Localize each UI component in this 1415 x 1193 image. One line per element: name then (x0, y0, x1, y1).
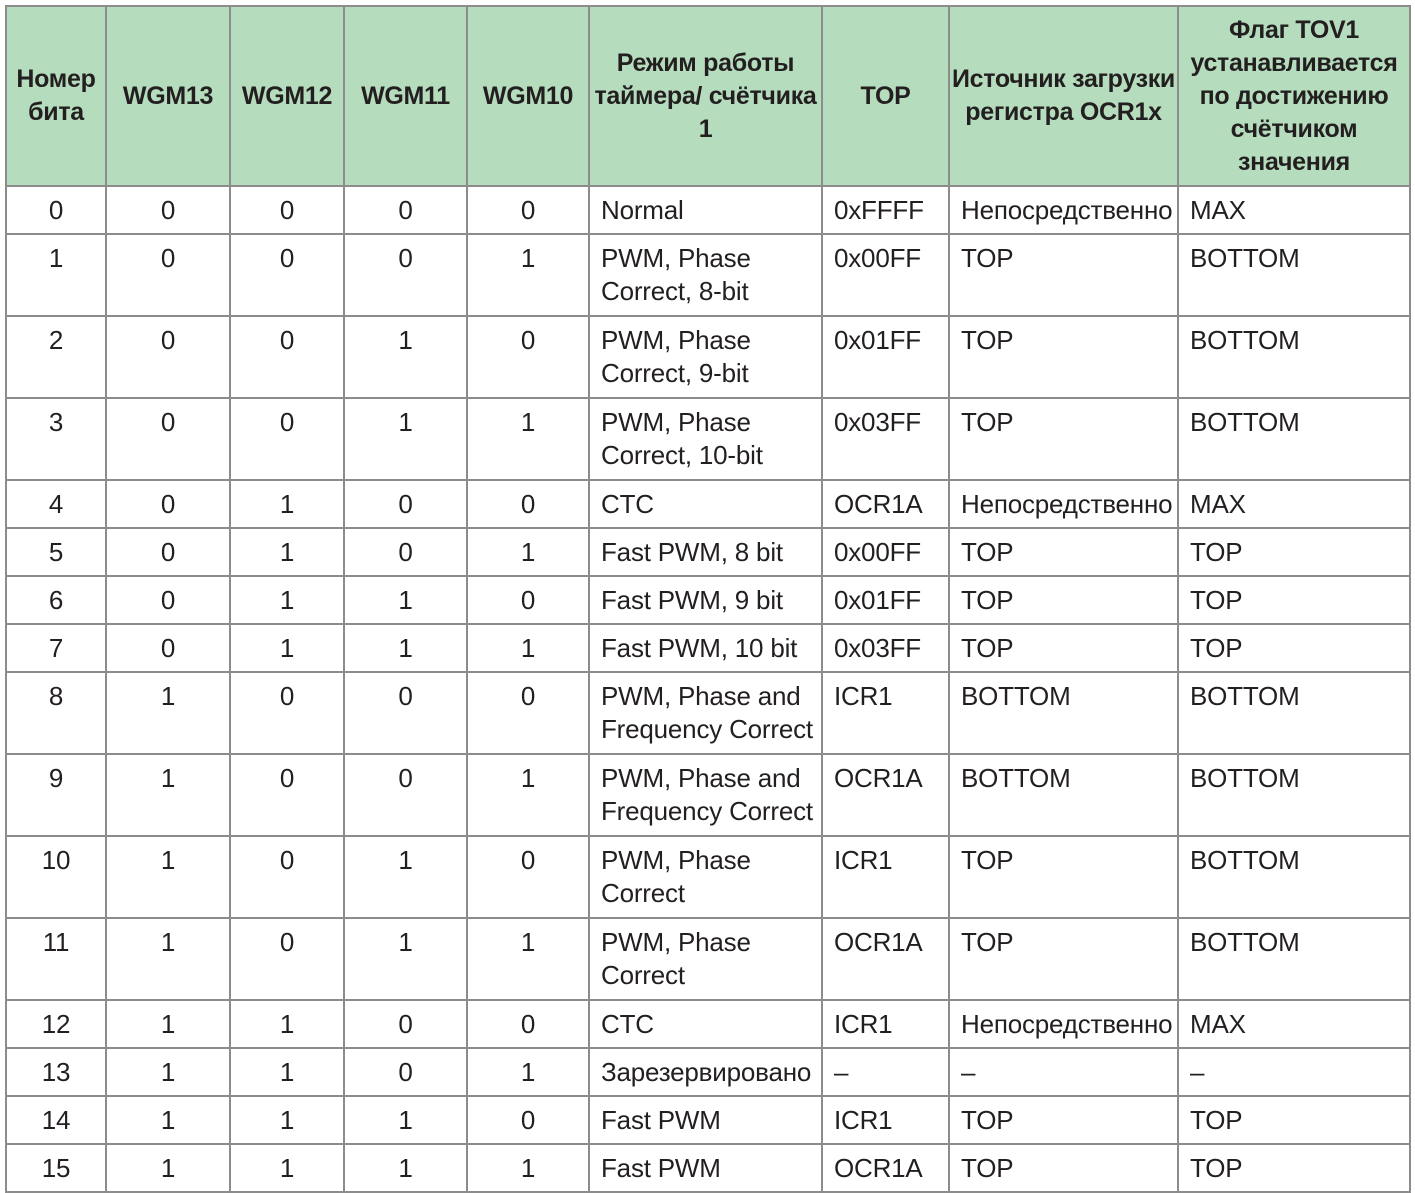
cell-bit-number: 2 (6, 316, 106, 398)
cell-ocr-source: Непосредственно (949, 480, 1178, 528)
header-bit-number: Номер бита (6, 6, 106, 186)
cell-tov1-flag: TOP (1178, 1144, 1410, 1192)
cell-tov1-flag: MAX (1178, 186, 1410, 234)
table-row (6, 754, 1410, 836)
header-top: TOP (822, 6, 949, 186)
cell-top: OCR1A (822, 754, 949, 836)
cell-ocr-source: TOP (949, 624, 1178, 672)
cell-wgm11: 1 (344, 576, 467, 624)
cell-bit-number: 7 (6, 624, 106, 672)
table-header (6, 6, 1410, 186)
cell-wgm12: 1 (230, 480, 344, 528)
cell-wgm11: 0 (344, 672, 467, 754)
cell-ocr-source: Непосредственно (949, 1000, 1178, 1048)
table-row (6, 1000, 1410, 1048)
cell-wgm12: 1 (230, 528, 344, 576)
cell-wgm13: 0 (106, 576, 230, 624)
cell-bit-number: 6 (6, 576, 106, 624)
cell-wgm10: 1 (467, 918, 589, 1000)
cell-tov1-flag: BOTTOM (1178, 918, 1410, 1000)
cell-wgm13: 0 (106, 186, 230, 234)
table-body (6, 186, 1410, 1192)
header-row (6, 6, 1410, 186)
cell-wgm11: 1 (344, 1144, 467, 1192)
table-row (6, 576, 1410, 624)
cell-top: 0x01FF (822, 316, 949, 398)
cell-wgm12: 1 (230, 1048, 344, 1096)
cell-top: OCR1A (822, 1144, 949, 1192)
cell-ocr-source: TOP (949, 316, 1178, 398)
cell-mode: CTC (589, 480, 822, 528)
cell-ocr-source: TOP (949, 234, 1178, 316)
cell-tov1-flag: BOTTOM (1178, 836, 1410, 918)
cell-wgm13: 1 (106, 918, 230, 1000)
cell-ocr-source: – (949, 1048, 1178, 1096)
cell-tov1-flag: BOTTOM (1178, 398, 1410, 480)
cell-wgm11: 0 (344, 234, 467, 316)
cell-wgm13: 1 (106, 1096, 230, 1144)
cell-bit-number: 5 (6, 528, 106, 576)
cell-wgm12: 0 (230, 918, 344, 1000)
table-row (6, 528, 1410, 576)
cell-top: ICR1 (822, 672, 949, 754)
cell-top: 0x01FF (822, 576, 949, 624)
cell-top: OCR1A (822, 480, 949, 528)
cell-mode: PWM, Phase and Frequency Correct (589, 672, 822, 754)
cell-wgm10: 1 (467, 234, 589, 316)
cell-tov1-flag: BOTTOM (1178, 754, 1410, 836)
cell-wgm12: 0 (230, 398, 344, 480)
cell-wgm12: 1 (230, 1000, 344, 1048)
cell-bit-number: 9 (6, 754, 106, 836)
cell-mode: Fast PWM (589, 1144, 822, 1192)
cell-bit-number: 1 (6, 234, 106, 316)
cell-wgm10: 0 (467, 576, 589, 624)
cell-mode: PWM, Phase and Frequency Correct (589, 754, 822, 836)
cell-bit-number: 4 (6, 480, 106, 528)
header-mode: Режим работы таймера/ счётчика 1 (589, 6, 822, 186)
cell-top: 0x00FF (822, 528, 949, 576)
cell-wgm11: 0 (344, 754, 467, 836)
cell-wgm12: 0 (230, 754, 344, 836)
cell-wgm10: 1 (467, 528, 589, 576)
cell-wgm10: 0 (467, 186, 589, 234)
cell-wgm10: 1 (467, 624, 589, 672)
cell-wgm13: 1 (106, 1000, 230, 1048)
cell-tov1-flag: BOTTOM (1178, 316, 1410, 398)
cell-bit-number: 12 (6, 1000, 106, 1048)
header-wgm11: WGM11 (344, 6, 467, 186)
cell-wgm10: 1 (467, 1144, 589, 1192)
cell-mode: CTC (589, 1000, 822, 1048)
cell-wgm11: 1 (344, 398, 467, 480)
cell-mode: Fast PWM, 8 bit (589, 528, 822, 576)
cell-top: – (822, 1048, 949, 1096)
cell-top: ICR1 (822, 1000, 949, 1048)
cell-wgm12: 1 (230, 624, 344, 672)
table-row (6, 1144, 1410, 1192)
cell-mode: PWM, Phase Correct, 8-bit (589, 234, 822, 316)
table-row (6, 672, 1410, 754)
cell-ocr-source: TOP (949, 918, 1178, 1000)
table-row (6, 1096, 1410, 1144)
cell-wgm13: 0 (106, 528, 230, 576)
cell-top: ICR1 (822, 1096, 949, 1144)
cell-top: 0xFFFF (822, 186, 949, 234)
cell-bit-number: 13 (6, 1048, 106, 1096)
cell-wgm11: 0 (344, 1000, 467, 1048)
cell-mode: PWM, Phase Correct (589, 836, 822, 918)
cell-ocr-source: Непосредственно (949, 186, 1178, 234)
cell-wgm12: 1 (230, 1144, 344, 1192)
cell-ocr-source: TOP (949, 836, 1178, 918)
cell-wgm12: 0 (230, 316, 344, 398)
cell-bit-number: 15 (6, 1144, 106, 1192)
cell-top: 0x03FF (822, 624, 949, 672)
cell-wgm12: 1 (230, 1096, 344, 1144)
header-wgm13: WGM13 (106, 6, 230, 186)
cell-mode: PWM, Phase Correct (589, 918, 822, 1000)
cell-top: 0x03FF (822, 398, 949, 480)
timer-mode-table (5, 5, 1411, 1193)
cell-ocr-source: TOP (949, 1144, 1178, 1192)
table-row (6, 918, 1410, 1000)
cell-top: ICR1 (822, 836, 949, 918)
cell-mode: Normal (589, 186, 822, 234)
cell-wgm10: 1 (467, 398, 589, 480)
cell-wgm11: 1 (344, 918, 467, 1000)
cell-top: 0x00FF (822, 234, 949, 316)
header-tov1-flag: Флаг TOV1 устанавливается по достижению счётчиком значения (1178, 6, 1410, 186)
cell-wgm13: 0 (106, 234, 230, 316)
cell-wgm13: 1 (106, 1048, 230, 1096)
cell-ocr-source: BOTTOM (949, 754, 1178, 836)
cell-wgm13: 0 (106, 316, 230, 398)
cell-wgm12: 0 (230, 186, 344, 234)
cell-mode: Fast PWM (589, 1096, 822, 1144)
cell-mode: Fast PWM, 9 bit (589, 576, 822, 624)
table-row (6, 1048, 1410, 1096)
cell-wgm10: 0 (467, 1000, 589, 1048)
cell-bit-number: 10 (6, 836, 106, 918)
cell-tov1-flag: BOTTOM (1178, 672, 1410, 754)
cell-bit-number: 11 (6, 918, 106, 1000)
cell-bit-number: 3 (6, 398, 106, 480)
cell-ocr-source: TOP (949, 398, 1178, 480)
cell-ocr-source: TOP (949, 528, 1178, 576)
cell-wgm13: 1 (106, 672, 230, 754)
cell-tov1-flag: TOP (1178, 576, 1410, 624)
cell-wgm11: 1 (344, 316, 467, 398)
cell-mode: PWM, Phase Correct, 10-bit (589, 398, 822, 480)
cell-wgm11: 0 (344, 528, 467, 576)
cell-wgm13: 1 (106, 1144, 230, 1192)
cell-bit-number: 14 (6, 1096, 106, 1144)
cell-tov1-flag: MAX (1178, 1000, 1410, 1048)
cell-wgm11: 0 (344, 186, 467, 234)
cell-tov1-flag: TOP (1178, 1096, 1410, 1144)
cell-wgm12: 0 (230, 234, 344, 316)
cell-wgm12: 1 (230, 576, 344, 624)
cell-wgm10: 0 (467, 836, 589, 918)
cell-ocr-source: TOP (949, 576, 1178, 624)
cell-tov1-flag: – (1178, 1048, 1410, 1096)
header-wgm10: WGM10 (467, 6, 589, 186)
cell-wgm12: 0 (230, 836, 344, 918)
cell-wgm11: 1 (344, 624, 467, 672)
header-wgm12: WGM12 (230, 6, 344, 186)
table-row (6, 186, 1410, 234)
header-ocr-source: Источник загрузки регистра OCR1x (949, 6, 1178, 186)
cell-mode: Зарезервировано (589, 1048, 822, 1096)
table-row (6, 316, 1410, 398)
cell-wgm13: 0 (106, 480, 230, 528)
cell-tov1-flag: BOTTOM (1178, 234, 1410, 316)
cell-mode: PWM, Phase Correct, 9-bit (589, 316, 822, 398)
cell-wgm10: 0 (467, 672, 589, 754)
cell-wgm13: 0 (106, 624, 230, 672)
cell-wgm12: 0 (230, 672, 344, 754)
cell-wgm13: 1 (106, 754, 230, 836)
table-row (6, 480, 1410, 528)
cell-wgm11: 0 (344, 1048, 467, 1096)
table-row (6, 234, 1410, 316)
cell-tov1-flag: MAX (1178, 480, 1410, 528)
table-row (6, 836, 1410, 918)
cell-top: OCR1A (822, 918, 949, 1000)
cell-wgm13: 1 (106, 836, 230, 918)
cell-wgm10: 1 (467, 1048, 589, 1096)
cell-wgm11: 0 (344, 480, 467, 528)
cell-wgm11: 1 (344, 836, 467, 918)
cell-ocr-source: TOP (949, 1096, 1178, 1144)
cell-tov1-flag: TOP (1178, 624, 1410, 672)
cell-wgm10: 0 (467, 1096, 589, 1144)
cell-wgm11: 1 (344, 1096, 467, 1144)
cell-wgm10: 0 (467, 316, 589, 398)
cell-wgm10: 1 (467, 754, 589, 836)
cell-bit-number: 0 (6, 186, 106, 234)
cell-wgm10: 0 (467, 480, 589, 528)
cell-wgm13: 0 (106, 398, 230, 480)
table-row (6, 398, 1410, 480)
cell-mode: Fast PWM, 10 bit (589, 624, 822, 672)
cell-tov1-flag: TOP (1178, 528, 1410, 576)
cell-bit-number: 8 (6, 672, 106, 754)
cell-ocr-source: BOTTOM (949, 672, 1178, 754)
table-row (6, 624, 1410, 672)
